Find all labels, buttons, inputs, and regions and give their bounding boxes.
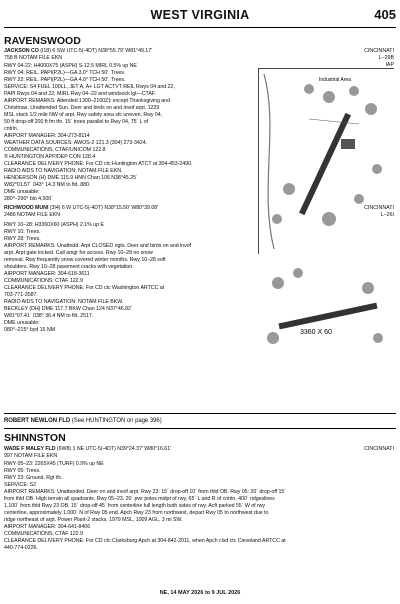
jackson-line: W82°01.57´ 043° 14.3 NM to fld. 880.: [4, 182, 91, 188]
richwood-ref-2: L–26I: [380, 212, 394, 218]
robert-note: (See HUNTINGTON on page 396): [71, 418, 162, 424]
wade-line: CLEARANCE DELIVERY PHONE: For CD ctc Clarksburg Apch at 304-842-2011, when Apch clsd ctc Cleveland ARTCC at: [4, 538, 286, 544]
jackson-line: COMMUNICATIONS: CTAF/UNICOM 122.8: [4, 147, 106, 153]
jackson-line: RWY 04-22: H4000X75 (ASPH) S-12.5 MIRL 0.5% up NE: [4, 63, 137, 69]
richwood-line: CLEARANCE DELIVERY PHONE: For CD ctc Washington ARTCC at: [4, 285, 165, 291]
richwood-airport-diagram: [258, 258, 394, 364]
richwood-id-line: (3I4) 6 W UTC-5(-4DT) N38°15.50' W80°39.08': [49, 205, 159, 211]
page-header: [4, 6, 396, 28]
jackson-line: ® HUNTINGTON APP/DEP CON 128.4: [4, 154, 96, 160]
robert-title: ROBERT NEWLON FLD: [4, 418, 71, 424]
richwood-line: BECKLEY (DH) DME 117.7 BKW Chan 124 N37°46.82´: [4, 306, 133, 312]
richwood-line: RWY 10: Trees.: [4, 229, 41, 235]
wade-line: SERVICE: S2: [4, 482, 37, 488]
wade-line: COMMUNICATIONS: CTAF 122.9: [4, 531, 83, 537]
jackson-chart-ref: [364, 48, 394, 69]
airport-id-line: (I18) 6 SW UTC-5(-4DT) N38°55.79' W81°49.17': [40, 48, 153, 54]
richwood-line: removal. Rwy frequently snow covered winter months. Rwy 10–28 soft: [4, 257, 166, 263]
jackson-line: WEATHER DATA SOURCES: AWOS-2 121.3 (304) 273-3424.: [4, 140, 148, 146]
state-title: WEST VIRGINIA: [150, 8, 250, 22]
richwood-line: W81°07.41´ 038° 36.4 NM to fld. 2517.: [4, 313, 94, 319]
richwood-chart-ref: [364, 205, 394, 219]
chart-ref-3: IAP: [385, 62, 394, 68]
wade-line: AIRPORT MANAGER: 304-641-8406: [4, 524, 91, 530]
richwood-line: AIRPORT MANAGER: 304-618-3611: [4, 271, 90, 277]
jackson-line: RADIO AIDS TO NAVIGATION: NOTAM FILE EKN.: [4, 168, 123, 174]
richwood-line: RWY 28: Trees.: [4, 236, 41, 242]
jackson-line: AIRPORT MANAGER: 304-273-8114: [4, 133, 90, 139]
richwood-line: 080°–215° byd 15 NM: [4, 327, 55, 333]
richwood-title-line: [4, 205, 158, 212]
jackson-title-line: [4, 48, 152, 55]
jackson-line: CLEARANCE DELIVERY PHONE: For CD ctc Huntington ATCT at 304-453-2490.: [4, 161, 193, 167]
richwood-line: 703-771-3587.: [4, 292, 38, 298]
jackson-line: RWY 04: REIL. PAPI(P2L)—GA 3.0° TCH 50'. Trees.: [4, 70, 126, 76]
wade-line: 440-774-0226.: [4, 545, 38, 551]
divider-1: [4, 413, 396, 414]
richwood-ref-1: CINCINNATI: [364, 205, 394, 211]
jackson-line: MSL stack 1/2 mile NW of arpt. Rwy safety area sfc uneven. Rwy 04,: [4, 112, 163, 118]
wade-chart-ref: CINCINNATI: [364, 446, 394, 452]
diagram-svg: [259, 69, 395, 255]
page-footer: NE, 14 MAY 2026 to 9 JUL 2026: [159, 590, 241, 596]
runway-dimension-label: 3360 X 60: [300, 329, 332, 336]
section-ravenswood: RAVENSWOOD: [4, 35, 81, 47]
richwood-line: arpt. Arpt gate locked. Call amgr for access. Rwy 10–28 no snow: [4, 250, 153, 256]
wade-line: centerline, approximately 1,000´ N of Rwy 05 end. Apch Rwy 23 from northwest, depart Rwy 05 to northwest due to: [4, 510, 269, 516]
richwood-sub: 2486 NOTAM FILE EKN: [4, 212, 61, 218]
jackson-line: 50 ft drop-off 200 ft fm thr. 15´ trees parallel to Rwy 04, 75´ L of: [4, 119, 149, 125]
jackson-line: cntrln.: [4, 126, 19, 132]
wade-line: AIRPORT REMARKS: Unattended. Deer on and invof arpt. Rwy 23: 15´ drop-off 10´ from thld OB. Rwy 05: 20´ drop-off 15´: [4, 489, 287, 495]
robert-line: [4, 418, 162, 425]
richwood-line: AIRPORT REMARKS: Unattndd. Arpt CLOSED ngts. Deer and birds on and invof: [4, 243, 191, 249]
jackson-line: PAPI Rwys 04 and 22; MIRL Rwy 04–22 and windsock lgt—CTAF.: [4, 91, 156, 97]
richwood-line: RWY 10–28: H3360X60 (ASPH) 2.1% up E: [4, 222, 104, 228]
divider-2: [4, 428, 396, 429]
richwood-line: DME unusable:: [4, 320, 40, 326]
page-number: 405: [374, 7, 396, 22]
jackson-line: SERVICE: S4 FUEL 100LL, JET A, A+ LGT ACTVT REIL Rwys 04 and 22,: [4, 84, 175, 90]
richwood-line: shoulders. Rwy 10–28 pavement cracks with vegetation.: [4, 264, 134, 270]
wade-line: RWY 23: Ground. Rgt tfc.: [4, 475, 63, 481]
chart-ref-2: L–29B: [378, 55, 394, 61]
wade-line: ridge northeast of arpt. Power Plant-2 stacks, 1979 MSL, 1009 AGL, 3 mi SW.: [4, 517, 183, 523]
richwood-title: RICHWOOD MUNI: [4, 205, 49, 211]
chart-ref-1: CINCINNATI: [364, 48, 394, 54]
wade-title-line: [4, 446, 171, 453]
wade-title: WADE F MALEY FLD: [4, 446, 56, 452]
jackson-sub: 758 B NOTAM FILE EKN: [4, 55, 63, 61]
jackson-airport-diagram: [258, 68, 394, 254]
airport-title: JACKSON CO: [4, 48, 39, 54]
wade-id-line: (6W8) 1 NE UTC-5(-4DT) N39°24.37' W80°16.61': [56, 446, 172, 452]
wade-sub: 997 NOTAM FILE EKN: [4, 453, 58, 459]
richwood-line: COMMUNICATIONS: CTAF 122.9: [4, 278, 83, 284]
richwood-line: RADIO AIDS TO NAVIGATION: NOTAM FILE BKW.: [4, 299, 124, 305]
industrial-area-label: Industrial Area: [319, 77, 351, 83]
wade-line: RWY 05: Trees.: [4, 468, 41, 474]
wade-line: from thld OB. High terrain all quadrants. Rwy 05–23, 20´ pwr poles midpt of rwy, 65´ L and R of cntrln. 400´ ridgeslines: [4, 496, 275, 502]
jackson-line: RWY 22: REIL. PAPI(P2L)—GA 4.0° TCH 50'. Trees.: [4, 77, 126, 83]
jackson-line: DME unusable:: [4, 189, 40, 195]
wade-line: 1,100´ from thld Rwy 23 OB. 15´ drop-off 45´ from centerline full length both sides of rwy. Acft parked 55´ W of rwy: [4, 503, 266, 509]
jackson-line: HENDERSON (H) DME 115.9 HNN Chan 106 N38°45.25´: [4, 175, 138, 181]
wade-line: RWY 05–23: 2265X45 (TURF) 0.9% up NE: [4, 461, 104, 467]
section-shinnston: SHINNSTON: [4, 432, 66, 444]
jackson-line: Christmas. Unattended Sun. Deer and birds on and invof arpt. 1229: [4, 105, 160, 111]
jackson-line: 280°–290° blo 4,500´: [4, 196, 53, 202]
jackson-line: AIRPORT REMARKS: Attended 1300–2100Z‡ except Thanksgiving and: [4, 98, 170, 104]
